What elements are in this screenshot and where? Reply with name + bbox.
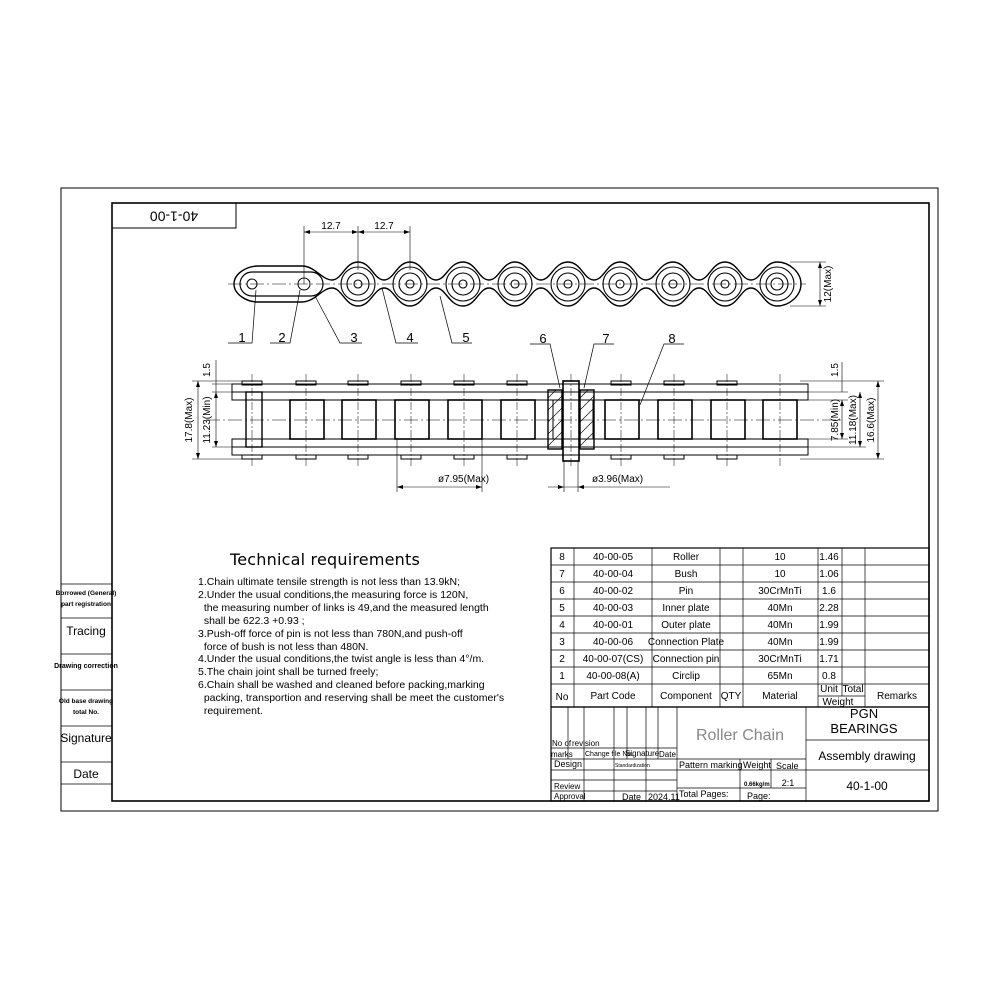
bom-cell-name: Roller: [672, 552, 700, 563]
tb-review: Review: [554, 782, 581, 791]
dim-top-offset-left: 1.5: [202, 363, 213, 377]
tb-standardization: Standardization: [615, 763, 650, 769]
bom-header-no: No: [555, 692, 569, 703]
tb-date-value: 2024.11: [648, 792, 680, 802]
tb-weight-value: 0.66kg/m: [744, 782, 770, 788]
bom-cell-no: 5: [559, 603, 565, 614]
tb-design: Design: [554, 759, 583, 769]
bom-cell-name: Connection Plate: [647, 637, 725, 648]
bom-cell-code: 40-00-01: [592, 620, 634, 631]
side-total-no: total No.: [73, 709, 99, 716]
tb-page: Page:: [747, 791, 771, 801]
bom-cell-code: 40-00-03: [592, 603, 634, 614]
callout-3: 3: [350, 330, 358, 345]
callout-1: 1: [238, 330, 246, 345]
bom-header-weight: Weight: [822, 697, 854, 708]
tb-signature: Signature: [625, 749, 660, 758]
tb-approval: Approval: [554, 792, 586, 801]
tech-requirements-list: [198, 576, 538, 718]
tech-line: 6.Chain shall be washed and cleaned before packing,marking: [198, 679, 485, 692]
side-drawing-correction: Drawing correction: [54, 663, 118, 670]
tech-line: 1.Chain ultimate tensile strength is not less than 13.9kN;: [198, 576, 461, 588]
title-company-1: PGN: [849, 706, 879, 721]
bom-cell-no: 3: [559, 637, 565, 648]
callout-4: 4: [406, 330, 414, 345]
section-rollers: [290, 400, 797, 439]
dim-outer-width: 16.6(Max): [866, 397, 877, 443]
bom-cell-weight: 1.06: [819, 569, 839, 580]
bom-cell-weight: 1.99: [819, 637, 839, 648]
bom-cell-material: 40Mn: [767, 637, 793, 648]
bom-header-part-code: Part Code: [590, 691, 636, 702]
bom-cell-material: 30CrMnTi: [758, 586, 802, 597]
side-old-base: Old base drawing: [58, 698, 114, 705]
bom-rows: [559, 552, 839, 682]
bom-cell-no: 4: [559, 620, 565, 631]
tech-line: 3.Push-off force of pin is not less than 780N,and push-off: [198, 627, 463, 640]
bom-cell-no: 8: [559, 552, 565, 563]
bom-cell-no: 2: [559, 654, 565, 665]
bom-cell-material: 40Mn: [767, 620, 793, 631]
tech-line: 4.Under the usual conditions,the twist angle is less than 4°/m.: [198, 653, 485, 666]
bom-cell-weight: 1.46: [819, 552, 839, 563]
tb-scale: Scale: [776, 761, 799, 771]
bom-cell-no: 6: [559, 586, 565, 597]
tb-date2: Date: [622, 792, 642, 802]
bom-cell-weight: 0.8: [822, 671, 836, 682]
side-date: Date: [73, 767, 99, 781]
side-part-registration: part registration: [61, 601, 111, 608]
rotated-code-box: [112, 203, 236, 228]
tech-line: 2.Under the usual conditions,the measuring force is 120N,: [198, 588, 469, 601]
bom-cell-code: 40-00-02: [592, 586, 634, 597]
callout-8: 8: [668, 331, 676, 346]
bom-header-component: Component: [660, 691, 712, 702]
dim-pitch-1: 12.7: [321, 221, 341, 232]
bom-cell-name: Outer plate: [661, 620, 711, 631]
callout-5: 5: [462, 330, 470, 345]
bom-header-unit: Unit: [820, 684, 838, 695]
bom-header-remarks: Remarks: [876, 691, 918, 702]
bom-cell-code: 40-00-07(CS): [582, 654, 644, 665]
tech-line: packing, transportion and reserving shall be meet the customer's: [198, 692, 505, 705]
bom-header-total: Total: [842, 684, 864, 695]
bom-cell-weight: 1.71: [819, 654, 839, 665]
dim-pitch-2: 12.7: [374, 221, 394, 232]
bom-cell-material: 30CrMnTi: [758, 654, 802, 665]
bom-header-qty: QTY: [720, 691, 742, 702]
dim-pin-length: 11.18(Max): [848, 395, 859, 445]
bom-cell-name: Bush: [674, 569, 698, 580]
side-signature: Signature: [60, 731, 112, 745]
tech-line: shall be 622.3 +0.93 ;: [198, 614, 305, 627]
callout-7: 7: [602, 331, 610, 346]
side-borrowed: Borrowed (General): [55, 590, 117, 597]
bom-header-material: Material: [762, 691, 798, 702]
tb-revision: revision: [572, 739, 600, 748]
bom-cell-material: 65Mn: [767, 671, 793, 682]
bom-cell-name: Inner plate: [662, 603, 710, 614]
dim-roller-dia: ø7.95(Max): [438, 474, 490, 485]
callout-2: 2: [278, 330, 286, 345]
bom-cell-no: 1: [559, 671, 565, 682]
title-company-2: BEARINGS: [830, 721, 898, 736]
side-tracing: Tracing: [66, 624, 106, 638]
side-panel-lines: [58, 584, 114, 784]
bom-cell-name: Connection pin: [652, 654, 720, 665]
title-product: Roller Chain: [695, 727, 785, 744]
bom-cell-no: 7: [559, 569, 565, 580]
bom-cell-code: 40-00-05: [592, 552, 634, 563]
tech-line: the measuring number of links is 49,and the measured length: [198, 601, 489, 614]
bom-cell-material: 40Mn: [767, 603, 793, 614]
tech-line: requirement.: [198, 705, 263, 718]
tb-pattern-marking: Pattern marking: [679, 760, 743, 770]
tech-line: 5.The chain joint shall be turned freely;: [198, 666, 379, 679]
bom-cell-weight: 1.6: [822, 586, 836, 597]
bom-cell-name: Pin: [678, 586, 694, 597]
bom-cell-code: 40-00-08(A): [586, 671, 640, 682]
tb-date: Date: [659, 750, 676, 759]
dim-overall-width: 17.8(Max): [184, 397, 195, 443]
dim-roller-width: 7.85(Min): [830, 398, 841, 442]
bom-cell-material: 10: [774, 569, 786, 580]
bom-cell-weight: 1.99: [819, 620, 839, 631]
tb-no-of: No of: [552, 739, 572, 748]
tb-total-pages: Total Pages:: [679, 789, 729, 799]
dim-top-offset-right: 1.5: [830, 363, 841, 377]
tech-line: force of bush is not less than 480N.: [198, 640, 369, 653]
dim-inner-width: 11.23(Min): [202, 396, 213, 444]
title-code: 40-1-00: [846, 779, 888, 793]
tb-weight: Weight: [743, 760, 771, 770]
dim-plate-height: 12(Max): [823, 265, 834, 303]
bom-cell-code: 40-00-04: [592, 569, 634, 580]
callout-6: 6: [539, 331, 547, 346]
bom-cell-code: 40-00-06: [592, 637, 634, 648]
bom-cell-name: Circlip: [672, 671, 700, 682]
tb-change-file-no: Change file No.: [585, 751, 634, 758]
bom-cell-material: 10: [774, 552, 786, 563]
rotated-code: 40-1-00: [149, 208, 199, 225]
dim-pin-dia: ø3.96(Max): [592, 474, 644, 485]
chain-top-view: [228, 226, 826, 306]
tb-scale-value: 2:1: [781, 778, 795, 788]
chain-section-view: [192, 344, 884, 492]
tb-marks: marks: [551, 750, 573, 759]
tech-requirements-title: Technical requirements: [230, 550, 421, 569]
title-type: Assembly drawing: [818, 749, 916, 763]
bom-cell-weight: 2.28: [819, 603, 839, 614]
